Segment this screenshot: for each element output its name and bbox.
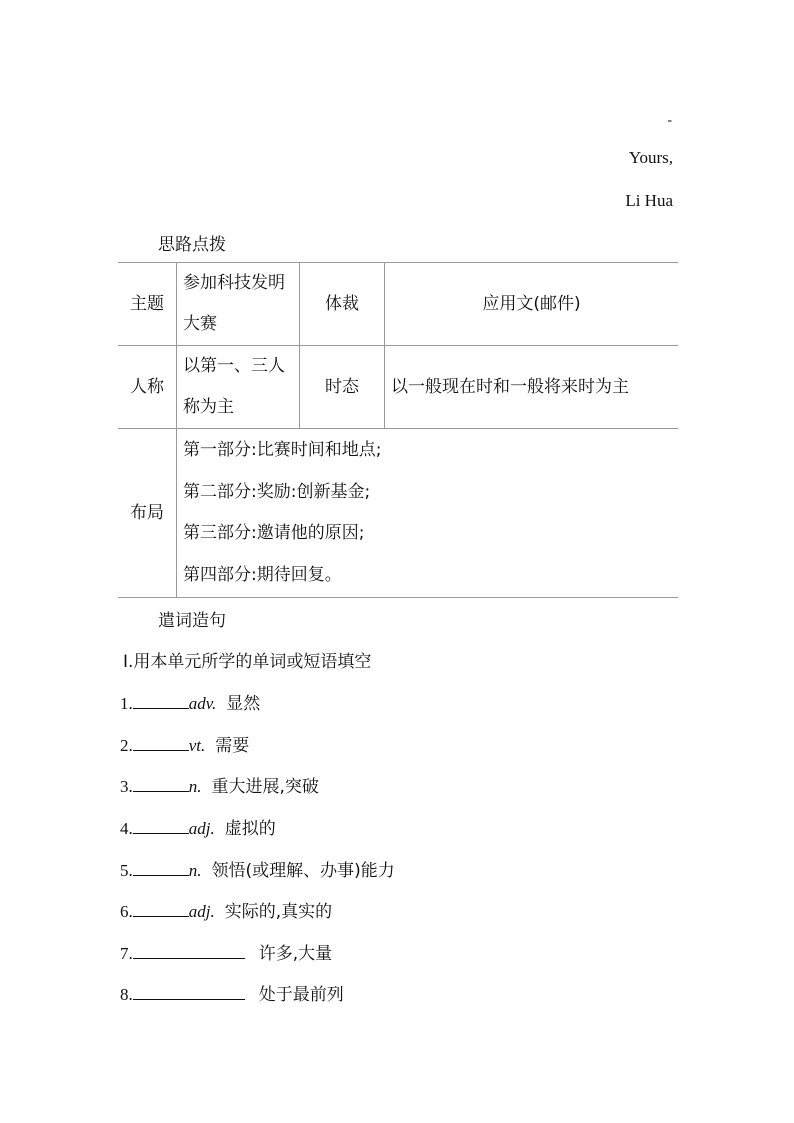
layout-part-1: 第一部分:比赛时间和地点; [183, 440, 382, 460]
item-pos: adv. [188, 694, 217, 713]
list-item [120, 980, 344, 1005]
item-number: 2. [120, 736, 133, 755]
table-value-layout [177, 429, 679, 598]
item-pos: adj. [188, 902, 215, 921]
list-item [120, 772, 319, 797]
table-label-layout: 布局 [118, 429, 177, 598]
dash-mark: - [667, 113, 672, 128]
item-pos: vt. [188, 736, 206, 755]
item-meaning: 处于最前列 [258, 985, 344, 1005]
answer-blank[interactable] [133, 777, 189, 792]
table-value-topic: 参加科技发明大赛 [177, 263, 300, 346]
answer-blank[interactable] [133, 819, 189, 834]
item-pos: adj. [188, 819, 215, 838]
letter-closing: Yours, [628, 148, 673, 167]
section-heading-thinking: 思路点拨 [158, 235, 226, 255]
list-item [120, 731, 249, 756]
item-meaning: 许多,大量 [258, 944, 333, 964]
layout-part-4: 第四部分:期待回复。 [183, 564, 342, 585]
item-number: 4. [120, 819, 133, 838]
list-item [120, 897, 332, 922]
item-number: 7. [120, 944, 133, 963]
item-meaning: 虚拟的 [224, 819, 276, 839]
list-item [120, 814, 276, 839]
exercise-heading: Ⅰ.用本单元所学的单词或短语填空 [123, 652, 372, 672]
outline-table [118, 262, 678, 598]
answer-blank[interactable] [133, 902, 189, 917]
table-label-topic: 主题 [118, 263, 177, 346]
answer-blank[interactable] [133, 985, 245, 1000]
table-row [118, 429, 678, 598]
letter-signature: Li Hua [625, 191, 673, 210]
item-meaning: 实际的,真实的 [224, 902, 333, 922]
table-value-tense: 以一般现在时和一般将来时为主 [385, 346, 679, 429]
item-number: 8. [120, 985, 133, 1004]
answer-blank[interactable] [133, 694, 189, 709]
table-label-genre: 体裁 [300, 263, 385, 346]
item-number: 3. [120, 777, 133, 796]
layout-part-2: 第二部分:奖励:创新基金; [183, 481, 371, 502]
table-row [118, 263, 678, 346]
list-item [120, 939, 332, 964]
item-number: 1. [120, 694, 133, 713]
answer-blank[interactable] [133, 861, 189, 876]
item-meaning: 重大进展,突破 [211, 777, 319, 797]
layout-part-3: 第三部分:邀请他的原因; [183, 523, 365, 543]
table-value-genre: 应用文(邮件) [385, 263, 679, 346]
item-number: 6. [120, 902, 133, 921]
section-heading-vocab: 遣词造句 [158, 611, 226, 631]
table-label-person: 人称 [118, 346, 177, 429]
list-item [120, 856, 395, 881]
item-pos: n. [188, 861, 202, 880]
table-label-tense: 时态 [300, 346, 385, 429]
answer-blank[interactable] [133, 736, 189, 751]
item-number: 5. [120, 861, 133, 880]
item-pos: n. [188, 777, 202, 796]
answer-blank[interactable] [133, 944, 245, 959]
item-meaning: 需要 [215, 736, 250, 756]
table-row [118, 346, 678, 429]
table-value-person: 以第一、三人称为主 [177, 346, 300, 429]
item-meaning: 显然 [226, 694, 261, 714]
item-meaning: 领悟(或理解、办事)能力 [211, 861, 395, 881]
list-item [120, 689, 260, 714]
